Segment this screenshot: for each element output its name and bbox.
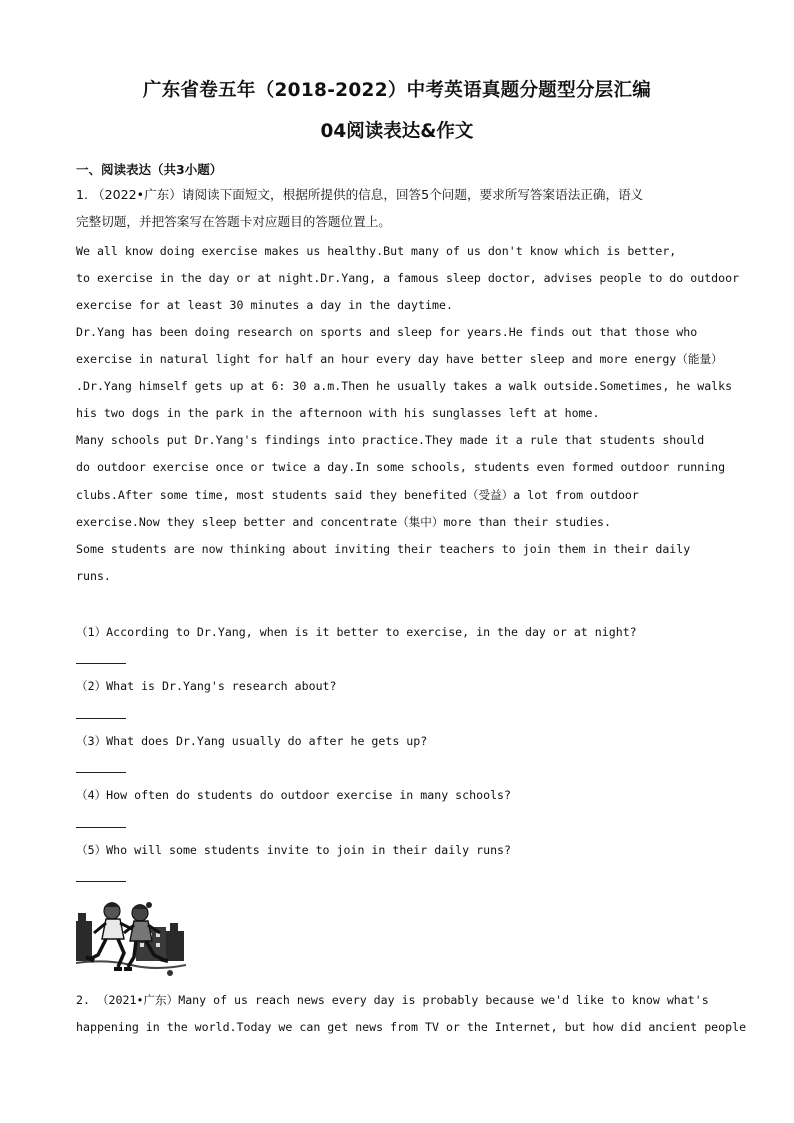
running-children-illustration <box>76 893 186 979</box>
question-1: （1）According to Dr.Yang, when is it better to exercise, in the day or at night? <box>76 625 637 639</box>
answer-blank-3[interactable] <box>76 772 126 773</box>
passage-line: exercise in natural light for half an hour every day have better sleep and more energy（能量） <box>76 352 723 366</box>
question-5: （5）Who will some students invite to join in their daily runs? <box>76 843 512 857</box>
passage-line: .Dr.Yang himself gets up at 6: 30 a.m.Then he usually takes a walk outside.Sometimes, he walks <box>76 379 733 393</box>
q2-line1: 2. （2021•广东）Many of us reach news every day is probably because we'd like to know what's <box>76 993 709 1007</box>
passage-line: Dr.Yang has been doing research on sports and sleep for years.He finds out that those who <box>76 325 698 339</box>
passage-line: Many schools put Dr.Yang's findings into practice.They made it a rule that students should <box>76 433 705 447</box>
passage-line: his two dogs in the park in the afternoon with his sunglasses left at home. <box>76 406 600 420</box>
q2-line2: happening in the world.Today we can get news from TV or the Internet, but how did ancient people <box>76 1020 747 1034</box>
section-heading: 一、阅读表达（共3小题） <box>76 162 223 177</box>
passage-line: We all know doing exercise makes us healthy.But many of us don't know which is better, <box>76 244 677 258</box>
answer-blank-4[interactable] <box>76 827 126 828</box>
q1-intro-line1: 1. （2022•广东）请阅读下面短文，根据所提供的信息，回答5个问题，要求所写答案语法正确，语义 <box>76 187 644 202</box>
answer-blank-1[interactable] <box>76 663 126 664</box>
answer-blank-5[interactable] <box>76 881 126 882</box>
passage-line: do outdoor exercise once or twice a day.In some schools, students even formed outdoor running <box>76 460 726 474</box>
passage-line: Some students are now thinking about inviting their teachers to join them in their daily <box>76 542 691 556</box>
question-3: （3）What does Dr.Yang usually do after he gets up? <box>76 734 428 748</box>
passage-line: to exercise in the day or at night.Dr.Yang, a famous sleep doctor, advises people to do outdoor <box>76 271 740 285</box>
question-4: （4）How often do students do outdoor exercise in many schools? <box>76 788 512 802</box>
page-subtitle: 04阅读表达&作文 <box>320 121 474 142</box>
passage-line: clubs.After some time, most students said they benefited（受益）a lot from outdoor <box>76 488 639 502</box>
q1-intro-line2: 完整切题，并把答案写在答题卡对应题目的答题位置上。 <box>76 214 391 229</box>
question-2: （2）What is Dr.Yang's research about? <box>76 679 337 693</box>
passage-line: exercise.Now they sleep better and concentrate（集中）more than their studies. <box>76 515 611 529</box>
answer-blank-2[interactable] <box>76 718 126 719</box>
page-title: 广东省卷五年（2018-2022）中考英语真题分题型分层汇编 <box>142 80 652 101</box>
passage-line: exercise for at least 30 minutes a day in the daytime. <box>76 298 453 312</box>
passage-line: runs. <box>76 569 111 583</box>
